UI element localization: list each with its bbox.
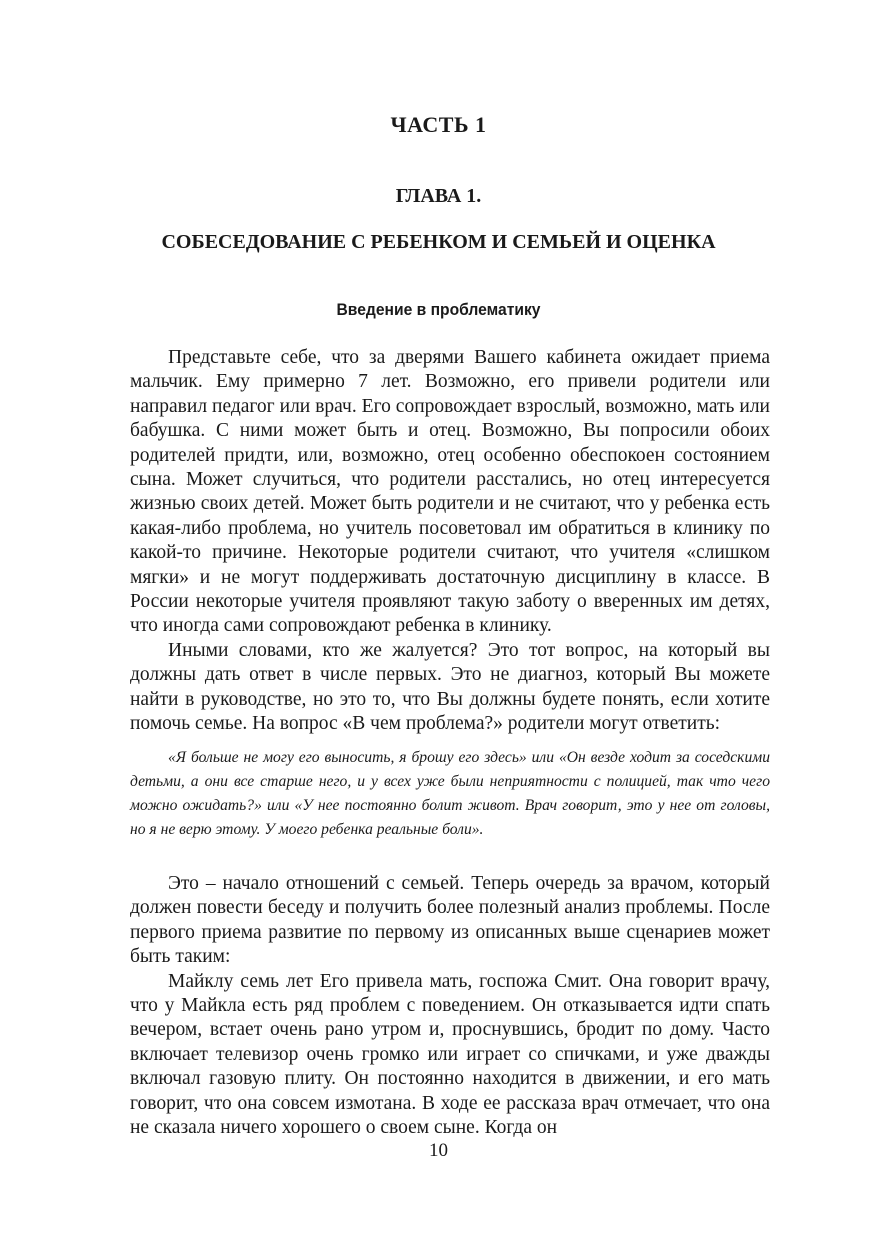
chapter-subtitle: СОБЕСЕДОВАНИЕ С РЕБЕНКОМ И СЕМЬЕЙ И ОЦЕНКА <box>161 231 716 253</box>
part-title: ЧАСТЬ 1 <box>390 112 487 137</box>
page-number: 10 <box>429 1140 448 1161</box>
quoted-complaints <box>130 746 770 842</box>
body-text-after-quote <box>130 872 770 1140</box>
paragraph: Представьте себе, что за дверями Вашего кабинета ожидает приема мальчик. Ему примерно 7 лет. Возможно, его привели родители или направил педагог или врач. Его сопровождает взрослый, возможно, мать или бабушка. С ними может быть и отец. Возможно, Вы попросили обоих родителей придти, или, возможно, отец особенно обеспокоен состоянием сына. Может случиться, что родители расстались, но отец интересуется жизнью своих детей. Может быть родители и не считают, что у ребенка есть какая-либо проблема, но учитель посоветовал им обратиться в клинику по какой-то причине. Некоторые родители считают, что учителя «слишком мягки» и не могут поддерживать достаточную дисциплину в классе. В России некоторые учителя проявляют такую заботу о вверенных им детях, что иногда сами сопровождают ребенка в клинику. <box>130 347 770 637</box>
section-title: Введение в проблематику <box>336 300 541 319</box>
body-text-before-quote <box>130 346 770 737</box>
chapter-title: ГЛАВА 1. <box>395 185 482 207</box>
paragraph: Это – начало отношений с семьей. Теперь очередь за врачом, который должен повести беседу и получить более полезный анализ проблемы. После первого приема развитие по первому из описанных выше сценариев может быть таким: <box>130 873 770 968</box>
paragraph: Иными словами, кто же жалуется? Это тот вопрос, на который вы должны дать ответ в числе первых. Это не диагноз, который Вы можете найти в руководстве, но это то, что Вы должны будете понять, если хотите помочь семье. На вопрос «В чем проблема?» родители могут ответить: <box>130 639 770 735</box>
paragraph: Майклу семь лет Его привела мать, госпожа Смит. Она говорит врачу, что у Майкла есть ряд проблем с поведением. Он отказывается идти спать вечером, встает очень рано утром и, проснувшись, бродит по дому. Часто включает телевизор очень громко или играет со спичками, и уже дважды включал газовую плиту. Он постоянно находится в движении, и его мать говорит, что она совсем измотана. В ходе ее рассказа врач отмечает, что она не сказала ничего хорошего о своем сыне. Когда он <box>130 970 770 1139</box>
quote-paragraph: «Я больше не могу его выносить, я брошу его здесь» или «Он везде ходит за соседскими детьми, а они все старше него, и у всех уже были неприятности с полицией, так что чего можно ожидать?» или «У нее постоянно болит живот. Врач говорит, это у нее от головы, но я не верю этому. У моего ребенка реальные боли». <box>130 749 770 838</box>
